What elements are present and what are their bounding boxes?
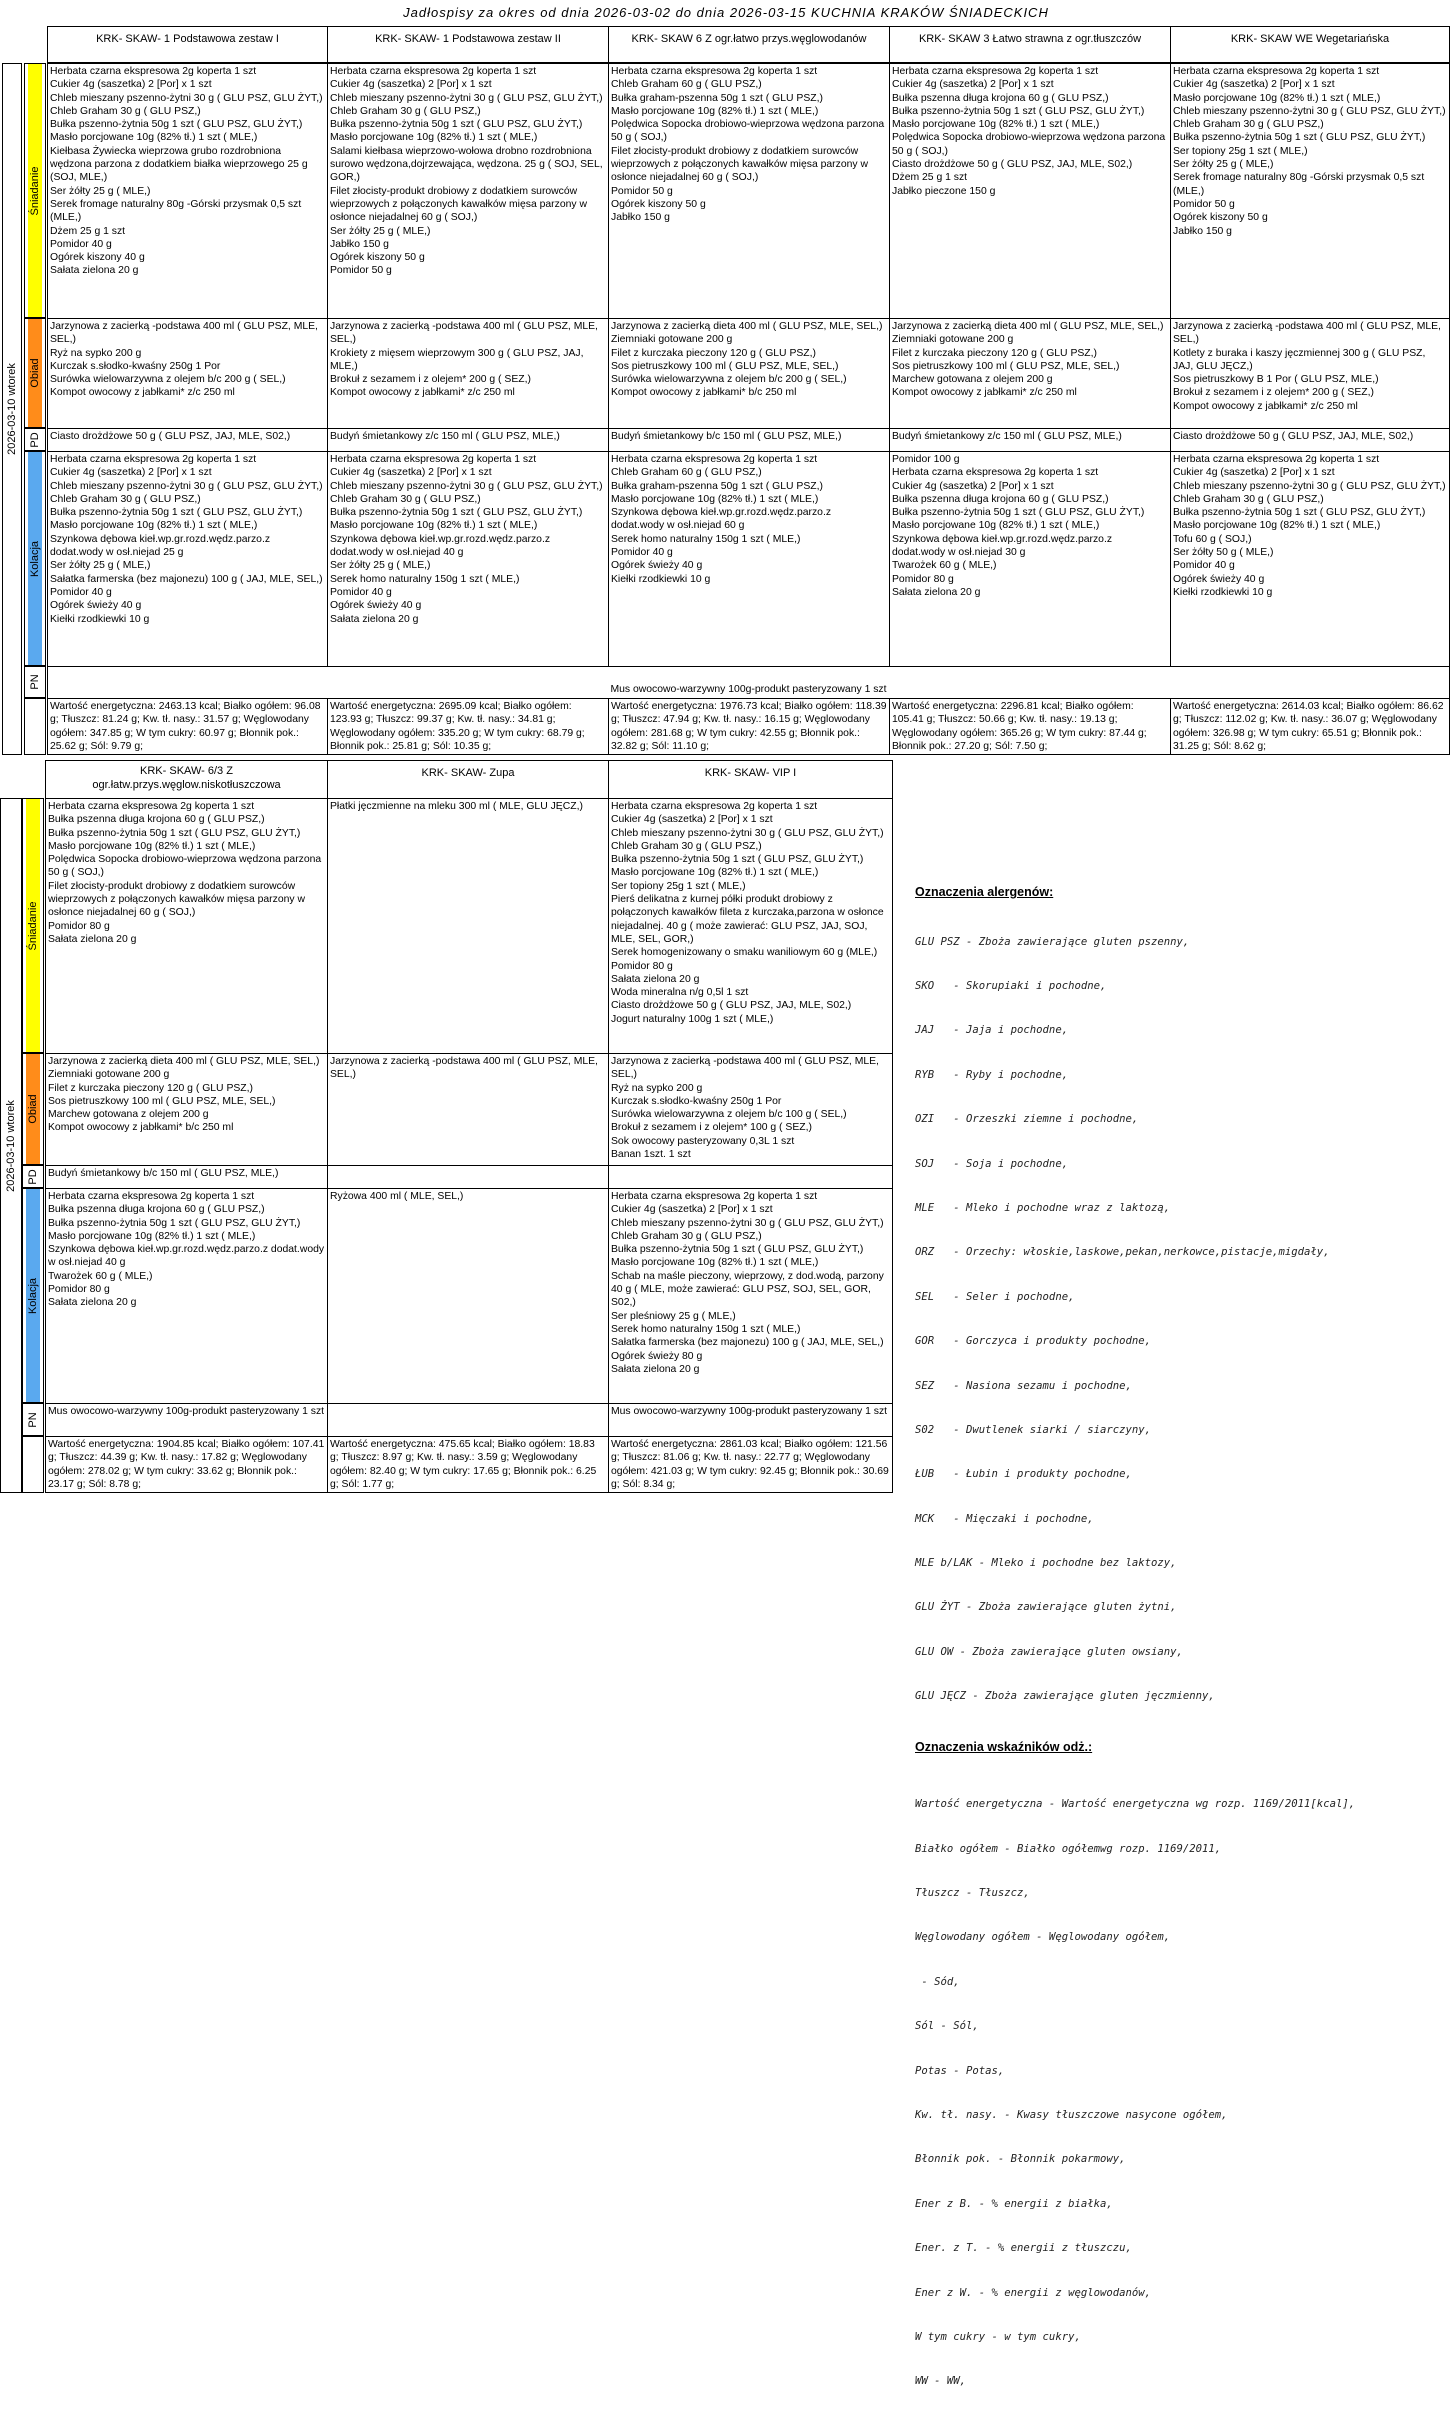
menu-cell-kolacja: Herbata czarna ekspresowa 2g koperta 1 szt Cukier 4g (saszetka) 2 [Por] x 1 szt Chleb mieszany pszenno-żytni 30 g ( GLU PSZ, GLU ŻYT,) Chleb Graham 30 g ( GLU PSZ,) Bułka pszenno-żytnia 50g 1 szt ( GLU PSZ, GLU ŻYT,) Masło porcjowane 10g (82% tł.) 1 szt ( MLE,) Szynkowa dębowa kieł.wp.gr.rozd.wędz.parzo.z dodat.wody w osł.niejad 40 g Ser żółty 25 g ( MLE,) Serek homo naturalny 150g 1 szt ( MLE,) Pomidor 40 g Ogórek świeży 40 g Sałata zielona 20 g: [327, 451, 609, 667]
menu-cell-kolacja: Herbata czarna ekspresowa 2g koperta 1 szt Bułka pszenna długa krojona 60 g ( GLU PSZ,) Bułka pszenno-żytnia 50g 1 szt ( GLU PSZ, GLU ŻYT,) Masło porcjowane 10g (82% tł.) 1 szt ( MLE,) Szynkowa dębowa kieł.wp.gr.rozd.wędz.parzo.z dodat.wody w osł.niejad 40 g Twarożek 60 g ( MLE,) Pomidor 80 g Sałata zielona 20 g: [45, 1188, 328, 1404]
meal-label-pd-top: PD: [24, 428, 46, 451]
column-header: KRK- SKAW- 6/3 Z ogr.łatw.przys.węglow.niskotłuszczowa: [45, 760, 328, 799]
meal-label-pd-bottom: PD: [22, 1165, 44, 1188]
menu-cell-sniadanie: Herbata czarna ekspresowa 2g koperta 1 szt Cukier 4g (saszetka) 2 [Por] x 1 szt Chleb mieszany pszenno-żytni 30 g ( GLU PSZ, GLU ŻYT,) Chleb Graham 30 g ( GLU PSZ,) Bułka pszenno-żytnia 50g 1 szt ( GLU PSZ, GLU ŻYT,) Masło porcjowane 10g (82% tł.) 1 szt ( MLE,) Salami kiełbasa wieprzowo-wołowa drobno rozdrobniona surowo wędzona,dojrzewająca, wędzona. 25 g ( SOJ, SEL, GOR,) Filet złocisty-produkt drobiowy z dodatkiem surowców wieprzowych z połączonych kawałków mięsa parzony w osłonce niejadalnej 60 g ( SOJ,) Ser żółty 25 g ( MLE,) Jabłko 150 g Ogórek kiszony 50 g Pomidor 50 g: [327, 63, 609, 319]
allergen-item: ŁUB - Łubin i produkty pochodne,: [915, 1468, 1132, 1481]
allergen-item: MLE b/LAK - Mleko i pochodne bez laktozy,: [915, 1557, 1177, 1570]
menu-cell-obiad: Jarzynowa z zacierką -podstawa 400 ml ( GLU PSZ, MLE, SEL,) Ryż na sypko 200 g Kurczak s.słodko-kwaśny 250g 1 Por Surówka wielowarzywna z olejem b/c 100 g ( SEL,) Brokuł z sezamem i z olejem* 100 g ( SEZ,) Sok owocowy pasteryzowany 0,3L 1 szt Banan 1szt. 1 szt: [608, 1053, 893, 1166]
indicators-list: [915, 1768, 1445, 2419]
indicator-item: Ener z B. - % energii z białka,: [915, 2197, 1113, 2210]
menu-cell-pd: Ciasto drożdżowe 50 g ( GLU PSZ, JAJ, MLE, S02,): [47, 428, 328, 452]
menu-cell-pd: Budyń śmietankowy z/c 150 ml ( GLU PSZ, MLE,): [327, 428, 609, 452]
indicator-item: Węglowodany ogółem - Węglowodany ogółem,: [915, 1931, 1171, 1944]
indicator-item: Białko ogółem - Białko ogółemwg rozp. 1169/2011,: [915, 1842, 1222, 1855]
menu-cell-obiad: Jarzynowa z zacierką dieta 400 ml ( GLU PSZ, MLE, SEL,) Ziemniaki gotowane 200 g Filet z kurczaka pieczony 120 g ( GLU PSZ,) Sos pietruszkowy 100 ml ( GLU PSZ, MLE, SEL,) Surówka wielowarzywna z olejem b/c 200 g ( SEL,) Kompot owocowy z jabłkami* b/c 250 ml: [608, 318, 890, 429]
meal-label-blank-bottom: [22, 1436, 44, 1493]
menu-cell-kolacja: Ryżowa 400 ml ( MLE, SEL,): [327, 1188, 609, 1404]
legend: [915, 885, 1445, 2419]
nutrition-cell: Wartość energetyczna: 2695.09 kcal; Białko ogółem: 123.93 g; Tłuszcz: 99.37 g; Kw. tł. nasy.: 34.81 g; Węglowodany ogółem: 335.20 g; W tym cukry: 68.79 g; Błonnik pok.: 25.81 g; Sól: 10.35 g;: [327, 698, 609, 755]
meal-label-kolacja-top: Kolacja: [24, 451, 46, 666]
menu-cell-obiad: Jarzynowa z zacierką -podstawa 400 ml ( GLU PSZ, MLE, SEL,) Krokiety z mięsem wieprzowym 300 g ( GLU PSZ, JAJ, MLE,) Brokuł z sezamem i z olejem* 200 g ( SEZ,) Kompot owocowy z jabłkami* z/c 250 ml: [327, 318, 609, 429]
menu-cell-kolacja: Herbata czarna ekspresowa 2g koperta 1 szt Cukier 4g (saszetka) 2 [Por] x 1 szt Chleb mieszany pszenno-żytni 30 g ( GLU PSZ, GLU ŻYT,) Chleb Graham 30 g ( GLU PSZ,) Bułka pszenno-żytnia 50g 1 szt ( GLU PSZ, GLU ŻYT,) Masło porcjowane 10g (82% tł.) 1 szt ( MLE,) Szynkowa dębowa kieł.wp.gr.rozd.wędz.parzo.z dodat.wody w osł.niejad 25 g Ser żółty 25 g ( MLE,) Sałatka farmerska (bez majonezu) 100 g ( JAJ, MLE, SEL,) Pomidor 40 g Ogórek świeży 40 g Kiełki rzodkiewki 10 g: [47, 451, 328, 667]
indicator-item: Tłuszcz - Tłuszcz,: [915, 1887, 1030, 1899]
menu-cell-pn-merged: [47, 666, 1450, 699]
allergen-item: SEZ - Nasiona sezamu i pochodne,: [915, 1379, 1132, 1392]
menu-cell-kolacja: Herbata czarna ekspresowa 2g koperta 1 szt Cukier 4g (saszetka) 2 [Por] x 1 szt Chleb mieszany pszenno-żytni 30 g ( GLU PSZ, GLU ŻYT,) Chleb Graham 30 g ( GLU PSZ,) Bułka pszenno-żytnia 50g 1 szt ( GLU PSZ, GLU ŻYT,) Masło porcjowane 10g (82% tł.) 1 szt ( MLE,) Schab na maśle pieczony, wieprzowy, z dod.wodą, parzony 40 g ( MLE, może zawierać: GLU PSZ, SOJ, SEL, GOR, S02,) Ser pleśniowy 25 g ( MLE,) Serek homo naturalny 150g 1 szt ( MLE,) Sałatka farmerska (bez majonezu) 100 g ( JAJ, MLE, SEL,) Ogórek świeży 80 g Sałata zielona 20 g: [608, 1188, 893, 1404]
nutrition-cell: Wartość energetyczna: 1904.85 kcal; Białko ogółem: 107.41 g; Tłuszcz: 44.39 g; Kw. tł. nasy.: 17.82 g; Węglowodany ogółem: 278.02 g; W tym cukry: 33.62 g; Błonnik pok.: 23.17 g; Sól: 8.78 g;: [45, 1436, 328, 1493]
indicator-item: Ener z W. - % energii z węglowodanów,: [915, 2286, 1151, 2299]
allergen-item: SOJ - Soja i pochodne,: [915, 1157, 1069, 1170]
pn-text: Mus owocowo-warzywny 100g-produkt pasteryzowany 1 szt: [610, 684, 887, 696]
allergen-item: ORZ - Orzechy: włoskie,laskowe,pekan,nerkowce,pistacje,migdały,: [915, 1246, 1330, 1259]
allergen-item: SEL - Seler i pochodne,: [915, 1290, 1075, 1303]
menu-cell-sniadanie: Herbata czarna ekspresowa 2g koperta 1 szt Chleb Graham 60 g ( GLU PSZ,) Bułka graham-pszenna 50g 1 szt ( GLU PSZ,) Masło porcjowane 10g (82% tł.) 1 szt ( MLE,) Polędwica Sopocka drobiowo-wieprzowa wędzona parzona 50 g ( SOJ,) Filet złocisty-produkt drobiowy z dodatkiem surowców wieprzowych z połączonych kawałków mięsa parzony w osłonce niejadalnej 60 g ( SOJ,) Pomidor 50 g Ogórek kiszony 50 g Jabłko 150 g: [608, 63, 890, 319]
column-header: KRK- SKAW WE Wegetariańska: [1170, 26, 1450, 63]
allergen-item: GLU OW - Zboża zawierające gluten owsiany,: [915, 1645, 1183, 1658]
allergen-item: MLE - Mleko i pochodne wraz z laktozą,: [915, 1201, 1171, 1214]
menu-cell-sniadanie: Herbata czarna ekspresowa 2g koperta 1 szt Cukier 4g (saszetka) 2 [Por] x 1 szt Chleb mieszany pszenno-żytni 30 g ( GLU PSZ, GLU ŻYT,) Chleb Graham 30 g ( GLU PSZ,) Bułka pszenno-żytnia 50g 1 szt ( GLU PSZ, GLU ŻYT,) Masło porcjowane 10g (82% tł.) 1 szt ( MLE,) Kiełbasa Żywiecka wieprzowa grubo rozdrobniona wędzona parzona z dodatkiem białka wieprzowego 25 g (SOJ, MLE,) Ser żółty 25 g ( MLE,) Serek fromage naturalny 80g -Górski przysmak 0,5 szt (MLE,) Dżem 25 g 1 szt Pomidor 40 g Ogórek kiszony 40 g Sałata zielona 20 g: [47, 63, 328, 319]
column-header: KRK- SKAW 6 Z ogr.łatwo przys.węglowodanów: [608, 26, 890, 63]
menu-cell-sniadanie: Herbata czarna ekspresowa 2g koperta 1 szt Cukier 4g (saszetka) 2 [Por] x 1 szt Masło porcjowane 10g (82% tł.) 1 szt ( MLE,) Chleb mieszany pszenno-żytni 30 g ( GLU PSZ, GLU ŻYT,) Chleb Graham 30 g ( GLU PSZ,) Bułka pszenno-żytnia 50g 1 szt ( GLU PSZ, GLU ŻYT,) Ser topiony 25g 1 szt ( MLE,) Ser żółty 25 g ( MLE,) Serek fromage naturalny 80g -Górski przysmak 0,5 szt (MLE,) Pomidor 50 g Ogórek kiszony 50 g Jabłko 150 g: [1170, 63, 1450, 319]
nutrition-cell: Wartość energetyczna: 2614.03 kcal; Białko ogółem: 86.62 g; Tłuszcz: 112.02 g; Kw. tł. nasy.: 36.07 g; Węglowodany ogółem: 326.98 g; W tym cukry: 65.51 g; Błonnik pok.: 31.25 g; Sól: 8.62 g;: [1170, 698, 1450, 755]
menu-cell-kolacja: Herbata czarna ekspresowa 2g koperta 1 szt Chleb Graham 60 g ( GLU PSZ,) Bułka graham-pszenna 50g 1 szt ( GLU PSZ,) Masło porcjowane 10g (82% tł.) 1 szt ( MLE,) Szynkowa dębowa kieł.wp.gr.rozd.wędz.parzo.z dodat.wody w osł.niejad 60 g Serek homo naturalny 150g 1 szt ( MLE,) Pomidor 40 g Ogórek świeży 40 g Kiełki rzodkiewki 10 g: [608, 451, 890, 667]
meal-label-obiad-top: Obiad: [24, 318, 46, 428]
meal-label-pn-bottom: PN: [22, 1403, 44, 1436]
indicator-item: WW - WW,: [915, 2375, 967, 2388]
column-header: KRK- SKAW- VIP I: [608, 760, 893, 799]
allergen-item: OZI - Orzeszki ziemne i pochodne,: [915, 1113, 1139, 1126]
allergen-item: GOR - Gorczyca i produkty pochodne,: [915, 1335, 1151, 1348]
allergen-item: GLU JĘCZ - Zboża zawierające gluten jęczmienny,: [915, 1690, 1215, 1703]
date-label-top: 2026-03-10 wtorek: [6, 363, 18, 455]
menu-cell-kolacja: Herbata czarna ekspresowa 2g koperta 1 szt Cukier 4g (saszetka) 2 [Por] x 1 szt Chleb mieszany pszenno-żytni 30 g ( GLU PSZ, GLU ŻYT,) Chleb Graham 30 g ( GLU PSZ,) Bułka pszenno-żytnia 50g 1 szt ( GLU PSZ, GLU ŻYT,) Masło porcjowane 10g (82% tł.) 1 szt ( MLE,) Tofu 60 g ( SOJ,) Ser żółty 50 g ( MLE,) Pomidor 40 g Ogórek świeży 40 g Kiełki rzodkiewki 10 g: [1170, 451, 1450, 667]
menu-cell-obiad: Jarzynowa z zacierką dieta 400 ml ( GLU PSZ, MLE, SEL,) Ziemniaki gotowane 200 g Filet z kurczaka pieczony 120 g ( GLU PSZ,) Sos pietruszkowy 100 ml ( GLU PSZ, MLE, SEL,) Marchew gotowana z olejem 200 g Kompot owocowy z jabłkami* z/c 250 ml: [889, 318, 1171, 429]
nutrition-cell: Wartość energetyczna: 2861.03 kcal; Białko ogółem: 121.56 g; Tłuszcz: 81.06 g; Kw. tł. nasy.: 22.77 g; Węglowodany ogółem: 421.03 g; W tym cukry: 92.45 g; Błonnik pok.: 30.69 g; Sól: 8.34 g;: [608, 1436, 893, 1493]
menu-cell-obiad: Jarzynowa z zacierką -podstawa 400 ml ( GLU PSZ, MLE, SEL,): [327, 1053, 609, 1166]
date-cell-top: [2, 63, 22, 755]
column-header: KRK- SKAW 3 Łatwo strawna z ogr.tłuszczów: [889, 26, 1171, 63]
column-header: KRK- SKAW- 1 Podstawowa zestaw I: [47, 26, 328, 63]
nutrition-cell: Wartość energetyczna: 2463.13 kcal; Białko ogółem: 96.08 g; Tłuszcz: 81.24 g; Kw. tł. nasy.: 31.57 g; Węglowodany ogółem: 347.85 g; W tym cukry: 60.97 g; Błonnik pok.: 25.62 g; Sól: 9.79 g;: [47, 698, 328, 755]
date-cell-bottom: [0, 798, 22, 1493]
indicator-item: W tym cukry - w tym cukry,: [915, 2330, 1081, 2343]
nutrition-cell: Wartość energetyczna: 2296.81 kcal; Białko ogółem: 105.41 g; Tłuszcz: 50.66 g; Kw. tł. nasy.: 19.13 g; Węglowodany ogółem: 365.26 g; W tym cukry: 87.44 g; Błonnik pok.: 27.20 g; Sól: 7.50 g;: [889, 698, 1171, 755]
column-header: KRK- SKAW- 1 Podstawowa zestaw II: [327, 26, 609, 63]
meal-label-blank-top: [24, 698, 46, 755]
meal-label-kolacja-bottom: Kolacja: [22, 1188, 44, 1403]
nutrition-cell: Wartość energetyczna: 1976.73 kcal; Białko ogółem: 118.39 g; Tłuszcz: 47.94 g; Kw. tł. nasy.: 16.15 g; Węglowodany ogółem: 281.68 g; W tym cukry: 42.55 g; Błonnik pok.: 32.82 g; Sól: 11.10 g;: [608, 698, 890, 755]
menu-cell-sniadanie: Herbata czarna ekspresowa 2g koperta 1 szt Bułka pszenna długa krojona 60 g ( GLU PSZ,) Bułka pszenno-żytnia 50g 1 szt ( GLU PSZ, GLU ŻYT,) Masło porcjowane 10g (82% tł.) 1 szt ( MLE,) Polędwica Sopocka drobiowo-wieprzowa wędzona parzona 50 g ( SOJ,) Filet złocisty-produkt drobiowy z dodatkiem surowców wieprzowych z połączonych kawałków mięsa parzony w osłonce niejadalnej 60 g ( SOJ,) Pomidor 80 g Sałata zielona 20 g: [45, 798, 328, 1054]
menu-cell-obiad: Jarzynowa z zacierką -podstawa 400 ml ( GLU PSZ, MLE, SEL,) Kotlety z buraka i kaszy jęczmiennej 300 g ( GLU PSZ, JAJ, GLU JĘCZ,) Sos pietruszkowy B 1 Por ( GLU PSZ, MLE,) Brokuł z sezamem i z olejem* 200 g ( SEZ,) Kompot owocowy z jabłkami* z/c 250 ml: [1170, 318, 1450, 429]
menu-cell-sniadanie: Płatki jęczmienne na mleku 300 ml ( MLE, GLU JĘCZ,): [327, 798, 609, 1054]
menu-cell-sniadanie: Herbata czarna ekspresowa 2g koperta 1 szt Cukier 4g (saszetka) 2 [Por] x 1 szt Chleb mieszany pszenno-żytni 30 g ( GLU PSZ, GLU ŻYT,) Chleb Graham 30 g ( GLU PSZ,) Bułka pszenno-żytnia 50g 1 szt ( GLU PSZ, GLU ŻYT,) Masło porcjowane 10g (82% tł.) 1 szt ( MLE,) Ser topiony 25g 1 szt ( MLE,) Pierś delikatna z kurnej półki produkt drobiowy z połączonych kawałków fileta z kurczaka,parzona w osłonce niejadalnej. 40 g ( może zawierać: GLU PSZ, JAJ, SOJ, MLE, SEL, GOR,) Serek homogenizowany o smaku waniliowym 60 g (MLE,) Pomidor 80 g Sałata zielona 20 g Woda mineralna n/g 0,5l 1 szt Ciasto drożdżowe 50 g ( GLU PSZ, JAJ, MLE, S02,) Jogurt naturalny 100g 1 szt ( MLE,): [608, 798, 893, 1054]
allergen-item: GLU ŻYT - Zboża zawierające gluten żytni,: [915, 1601, 1177, 1614]
indicator-item: Wartość energetyczna - Wartość energetyczna wg rozp. 1169/2011[kcal],: [915, 1798, 1356, 1811]
allergen-item: JAJ - Jaja i pochodne,: [915, 1024, 1069, 1037]
indicator-item: Ener. z T. - % energii z tłuszczu,: [915, 2242, 1132, 2255]
menu-cell-obiad: Jarzynowa z zacierką dieta 400 ml ( GLU PSZ, MLE, SEL,) Ziemniaki gotowane 200 g Filet z kurczaka pieczony 120 g ( GLU PSZ,) Sos pietruszkowy 100 ml ( GLU PSZ, MLE, SEL,) Marchew gotowana z olejem 200 g Kompot owocowy z jabłkami* b/c 250 ml: [45, 1053, 328, 1166]
menu-cell-sniadanie: Herbata czarna ekspresowa 2g koperta 1 szt Cukier 4g (saszetka) 2 [Por] x 1 szt Bułka pszenna długa krojona 60 g ( GLU PSZ,) Bułka pszenno-żytnia 50g 1 szt ( GLU PSZ, GLU ŻYT,) Masło porcjowane 10g (82% tł.) 1 szt ( MLE,) Polędwica Sopocka drobiowo-wieprzowa wędzona parzona 50 g ( SOJ,) Ciasto drożdżowe 50 g ( GLU PSZ, JAJ, MLE, S02,) Dżem 25 g 1 szt Jabłko pieczone 150 g: [889, 63, 1171, 319]
allergen-item: S02 - Dwutlenek siarki / siarczyny,: [915, 1423, 1151, 1436]
indicator-item: Kw. tł. nasy. - Kwasy tłuszczowe nasycone ogółem,: [915, 2108, 1228, 2121]
menu-cell-obiad: Jarzynowa z zacierką -podstawa 400 ml ( GLU PSZ, MLE, SEL,) Ryż na sypko 200 g Kurczak s.słodko-kwaśny 250g 1 Por Surówka wielowarzywna z olejem b/c 200 g ( SEL,) Kompot owocowy z jabłkami* z/c 250 ml: [47, 318, 328, 429]
column-header: KRK- SKAW- Zupa: [327, 760, 609, 799]
indicators-title: Oznaczenia wskaźników odż.:: [915, 1739, 1093, 1754]
menu-cell-pd: [327, 1165, 609, 1189]
meal-label-obiad-bottom: Obiad: [22, 1053, 44, 1165]
allergens-list: [915, 905, 1445, 1734]
allergen-item: SKO - Skorupiaki i pochodne,: [915, 979, 1107, 992]
menu-cell-pd: [608, 1165, 893, 1189]
menu-cell-pn: Mus owocowo-warzywny 100g-produkt pasteryzowany 1 szt: [45, 1403, 328, 1437]
menu-cell-pn: [327, 1403, 609, 1437]
allergen-item: RYB - Ryby i pochodne,: [915, 1068, 1069, 1081]
indicator-item: Błonnik pok. - Błonnik pokarmowy,: [915, 2153, 1126, 2166]
menu-cell-pd: Budyń śmietankowy b/c 150 ml ( GLU PSZ, MLE,): [45, 1165, 328, 1189]
menu-cell-pd: Budyń śmietankowy b/c 150 ml ( GLU PSZ, MLE,): [608, 428, 890, 452]
meal-label-pn-top: PN: [24, 666, 46, 698]
indicator-item: Potas - Potas,: [915, 2064, 1005, 2077]
menu-cell-pd: Budyń śmietankowy z/c 150 ml ( GLU PSZ, MLE,): [889, 428, 1171, 452]
menu-cell-pn: Mus owocowo-warzywny 100g-produkt pasteryzowany 1 szt: [608, 1403, 893, 1437]
meal-label-sniadanie-top: Śniadanie: [24, 63, 46, 318]
allergen-item: GLU PSZ - Zboża zawierające gluten pszenny,: [915, 935, 1190, 948]
menu-cell-pd: Ciasto drożdżowe 50 g ( GLU PSZ, JAJ, MLE, S02,): [1170, 428, 1450, 452]
nutrition-cell: Wartość energetyczna: 475.65 kcal; Białko ogółem: 18.83 g; Tłuszcz: 8.97 g; Kw. tł. nasy.: 3.59 g; Węglowodany ogółem: 82.40 g; W tym cukry: 17.65 g; Błonnik pok.: 6.25 g; Sól: 1.77 g;: [327, 1436, 609, 1493]
page-title: Jadłospisy za okres od dnia 2026-03-02 do dnia 2026-03-15 KUCHNIA KRAKÓW ŚNIADECKICH: [403, 5, 1049, 20]
date-label-bottom: 2026-03-10 wtorek: [5, 1099, 17, 1192]
allergen-item: MCK - Mięczaki i pochodne,: [915, 1512, 1094, 1525]
indicator-item: - Sód,: [915, 1975, 960, 1988]
indicator-item: Sól - Sól,: [915, 2020, 979, 2033]
meal-label-sniadanie-bottom: Śniadanie: [22, 798, 44, 1053]
allergens-title: Oznaczenia alergenów:: [915, 885, 1054, 899]
menu-cell-kolacja: Pomidor 100 g Herbata czarna ekspresowa 2g koperta 1 szt Cukier 4g (saszetka) 2 [Por] x 1 szt Bułka pszenna długa krojona 60 g ( GLU PSZ,) Bułka pszenno-żytnia 50g 1 szt ( GLU PSZ, GLU ŻYT,) Masło porcjowane 10g (82% tł.) 1 szt ( MLE,) Szynkowa dębowa kieł.wp.gr.rozd.wędz.parzo.z dodat.wody w osł.niejad 30 g Twarożek 60 g ( MLE,) Pomidor 80 g Sałata zielona 20 g: [889, 451, 1171, 667]
